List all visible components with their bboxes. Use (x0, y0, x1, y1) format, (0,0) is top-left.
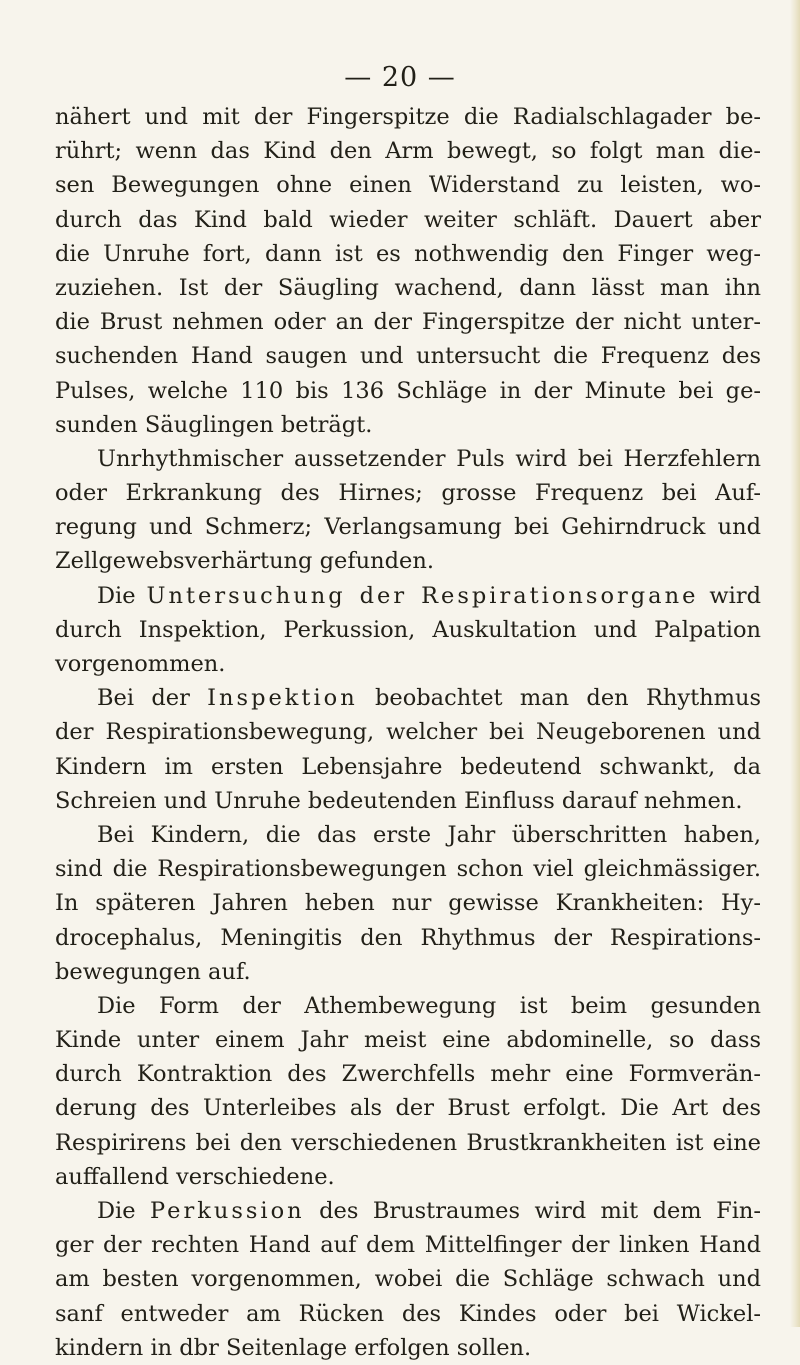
text-line: die Brust nehmen oder an der Fingerspitze der nicht unter- (55, 309, 761, 336)
text-line: die Unruhe fort, dann ist es nothwendig den Finger weg- (55, 240, 761, 267)
text-line: drocephalus, Meningitis den Rhythmus der Respirations- (55, 924, 761, 951)
text-line: sind die Respirationsbewegungen schon viel gleichmässiger. (55, 856, 761, 883)
spaced-term: Perkussion (150, 1198, 305, 1224)
text-line: sen Bewegungen ohne einen Widerstand zu leisten, wo- (55, 172, 761, 199)
text-line: auffallend verschiedene. (55, 1163, 335, 1190)
text-line: durch das Kind bald wieder weiter schläft. Dauert aber (55, 206, 761, 233)
text-line: rührt; wenn das Kind den Arm bewegt, so folgt man die- (55, 138, 761, 165)
text-line: zuziehen. Ist der Säugling wachend, dann lässt man ihn (55, 274, 761, 301)
text-fragment: Die (97, 1198, 150, 1224)
spaced-term: Untersuchung der Respirationsorgane (146, 582, 699, 609)
text-fragment: wird (698, 582, 761, 609)
spaced-term: Inspektion (207, 685, 358, 712)
text-fragment: Bei der (97, 685, 208, 712)
text-line: der Respirationsbewegung, welcher bei Neugeborenen und (55, 719, 761, 746)
text-line: suchenden Hand saugen und untersucht die Frequenz des (55, 343, 761, 370)
text-line: Zellgewebsverhärtung gefunden. (55, 548, 434, 575)
text-line: Kinde unter einem Jahr meist eine abdominelle, so dass (55, 1027, 761, 1054)
text-line: regung und Schmerz; Verlangsamung bei Gehirndruck und (55, 514, 761, 541)
text-line: Bei Kindern, die das erste Jahr überschritten haben, (97, 821, 761, 848)
page-edge (790, 0, 800, 1327)
text-line: derung des Unterleibes als der Brust erfolgt. Die Art des (55, 1095, 761, 1122)
text-line: In späteren Jahren heben nur gewisse Krankheiten: Hy- (55, 890, 761, 917)
text-line: ger der rechten Hand auf dem Mittelfinger der linken Hand (55, 1232, 761, 1259)
text-line: Die Form der Athembewegung ist beim gesunden (97, 992, 761, 1019)
text-line: kindern in dbr Seitenlage erfolgen sollen. (55, 1334, 532, 1361)
text-line: sunden Säuglingen beträgt. (55, 411, 373, 438)
text-line: sanf entweder am Rücken des Kindes oder bei Wickel- (55, 1300, 761, 1327)
body-text (55, 100, 761, 1365)
text-line: Respirirens bei den verschiedenen Brustkrankheiten ist eine (55, 1129, 761, 1156)
text-line: Schreien und Unruhe bedeutenden Einfluss darauf nehmen. (55, 787, 743, 814)
text-line: durch Inspektion, Perkussion, Auskultation und Palpation (55, 616, 761, 643)
text-line: Pulses, welche 110 bis 136 Schläge in der Minute bei ge- (55, 377, 761, 404)
text-line: oder Erkrankung des Hirnes; grosse Frequenz bei Auf- (55, 480, 761, 507)
text-line: durch Kontraktion des Zwerchfells mehr eine Formverän- (55, 1061, 761, 1088)
text-line: bewegungen auf. (55, 958, 251, 985)
text-line: Kindern im ersten Lebensjahre bedeutend schwankt, da (55, 753, 761, 780)
text-line (55, 681, 761, 715)
text-line: am besten vorgenommen, wobei die Schläge schwach und (55, 1266, 761, 1293)
text-line: nähert und mit der Fingerspitze die Radialschlagader be- (55, 104, 761, 130)
text-fragment: beobachtet man den Rhythmus (357, 685, 761, 712)
text-line: Unrhythmischer aussetzender Puls wird bei Herzfehlern (97, 445, 761, 472)
text-line (55, 579, 761, 613)
text-line (55, 1194, 761, 1228)
page-number: — 20 — (344, 62, 456, 93)
text-fragment: des Brustraumes wird mit dem Fin- (304, 1198, 761, 1224)
text-line: vorgenommen. (55, 651, 226, 677)
text-fragment: Die (97, 582, 147, 609)
